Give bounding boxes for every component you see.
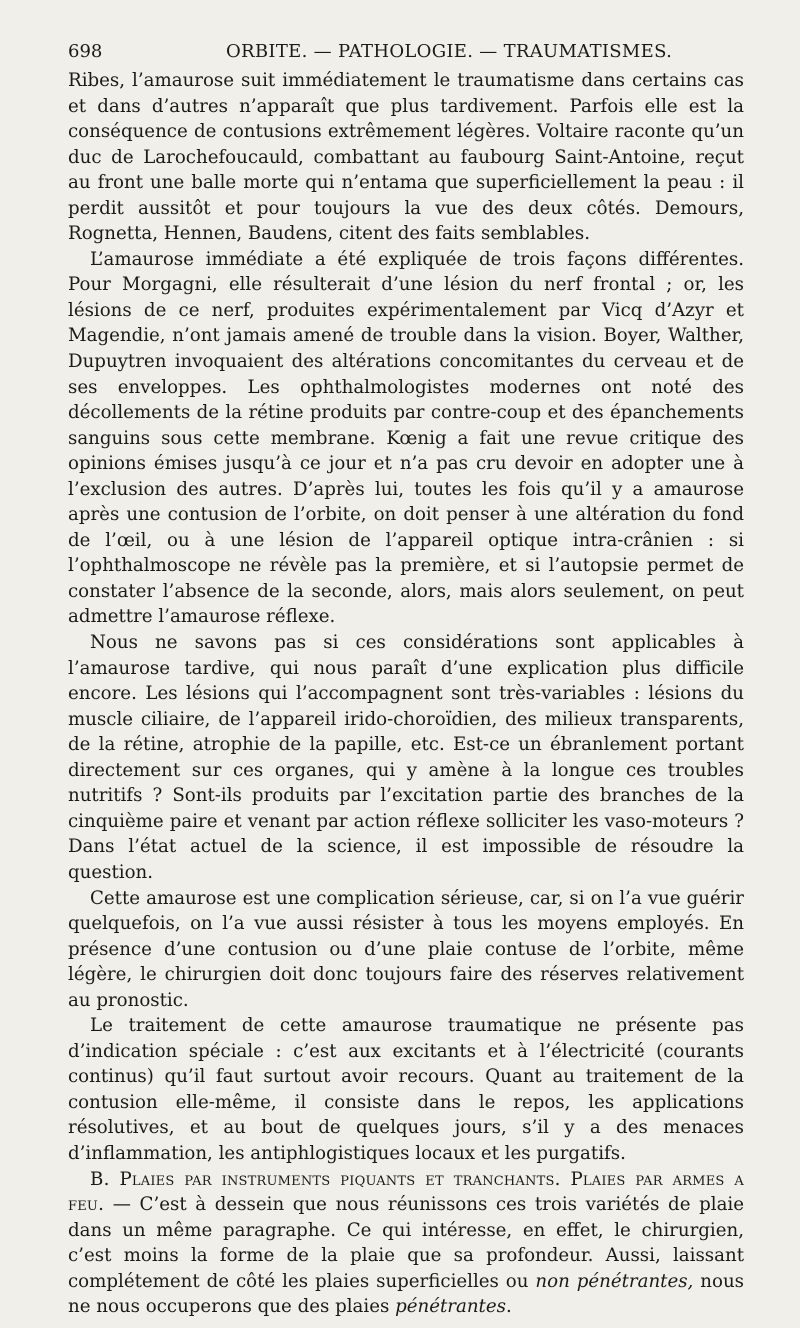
page-body [68,68,744,1320]
paragraph-1: Ribes, l’amaurose suit immédiatement le traumatisme dans certains cas et dans d’autres n’apparaît que plus tardivement. Parfois elle est la conséquence de contusions extrêmement légères. Voltaire raconte qu’un duc de Larochefoucauld, combattant au faubourg Saint-Antoine, reçut au front une balle morte qui n’entama que superficiellement la peau : il perdit aussitôt et pour toujours la vue des deux côtés. Demours, Rognetta, Hennen, Baudens, citent des faits semblables. [68,70,744,245]
section-b-italic-2: pénétrantes [395,1296,506,1318]
page-number: 698 [68,41,103,62]
section-b-text-1: — C’est à dessein que nous réunissons ces trois variétés de plaie dans un même paragraphe. Ce qui intéresse, en effet, le chirurgien, c’est moins la forme de la plaie que sa profondeur. Aussi, laissant complétement de côté les plaies superficielles ou [68,1194,744,1292]
section-b-italic-1: non pénétrantes, [535,1270,694,1292]
section-b-text-2: nous ne nous occuperons que des plaies [68,1270,744,1318]
paragraph-4: Cette amaurose est une complication sérieuse, car, si on l’a vue guérir quelquefois, on l’a vue aussi résister à tous les moyens employés. En présence d’une contusion ou d’une plaie contuse de l’orbite, même légère, le chirurgien doit donc toujours faire des réserves relativement au pronostic. [68,887,744,1011]
paragraph-3: Nous ne savons pas si ces considérations sont applicables à l’amaurose tardive, qui nous paraît d’une explication plus difficile encore. Les lésions qui l’accompagnent sont très-variables : lésions du muscle ciliaire, de l’appareil irido-choroïdien, des milieux transparents, de la rétine, atrophie de la papille, etc. Est-ce un ébranlement portant directement sur ces organes, qui y amène à la longue ces troubles nutritifs ? Sont-ils produits par l’excitation partie des branches de la cinquième paire et venant par action réflexe solliciter les vaso-moteurs ? Dans l’état actuel de la science, il est impossible de résoudre la question. [68,632,744,883]
paragraph-5: Le traitement de cette amaurose traumatique ne présente pas d’indication spéciale : c’est aux excitants et à l’électricité (courants continus) qu’il faut surtout avoir recours. Quant au traitement de la contusion elle-même, il consiste dans le repos, les applications résolutives, et au bout de quelques jours, s’il y a des menaces d’inflammation, les antiphlogistiques locaux et les purgatifs. [68,1015,744,1164]
paragraph-2: L’amaurose immédiate a été expliquée de trois façons différentes. Pour Morgagni, elle résulterait d’une lésion du nerf frontal ; or, les lésions de ce nerf, produites expérimentalement par Vicq d’Azyr et Magendie, n’ont jamais amené de trouble dans la vision. Boyer, Walther, Dupuytren invoquaient des altérations concomitantes du cerveau et de ses enveloppes. Les ophthalmologistes modernes ont noté des décollements de la rétine produits par contre-coup et des épanchements sanguins sous cette membrane. Kœnig a fait une revue critique des opinions émises jusqu’à ce jour et n’a pas cru devoir en adopter une à l’exclusion des autres. D’après lui, toutes les fois qu’il y a amaurose après une contusion de l’orbite, on doit penser à une altération du fond de l’œil, ou à une lésion de l’appareil optique intra-crânien : si l’ophthalmoscope ne révèle pas la première, et si l’autopsie permet de constater l’absence de la seconde, alors, mais alors seulement, on peut admettre l’amaurose réflexe. [68,248,744,628]
section-b-heading: B. Plaies par instruments piquants et tranchants. Plaies par armes a feu. [68,1168,744,1216]
running-title: ORBITE. — PATHOLOGIE. — TRAUMATISMES. [226,41,673,62]
section-b-paragraph [68,1167,744,1320]
section-b-text-3: . [505,1296,512,1318]
